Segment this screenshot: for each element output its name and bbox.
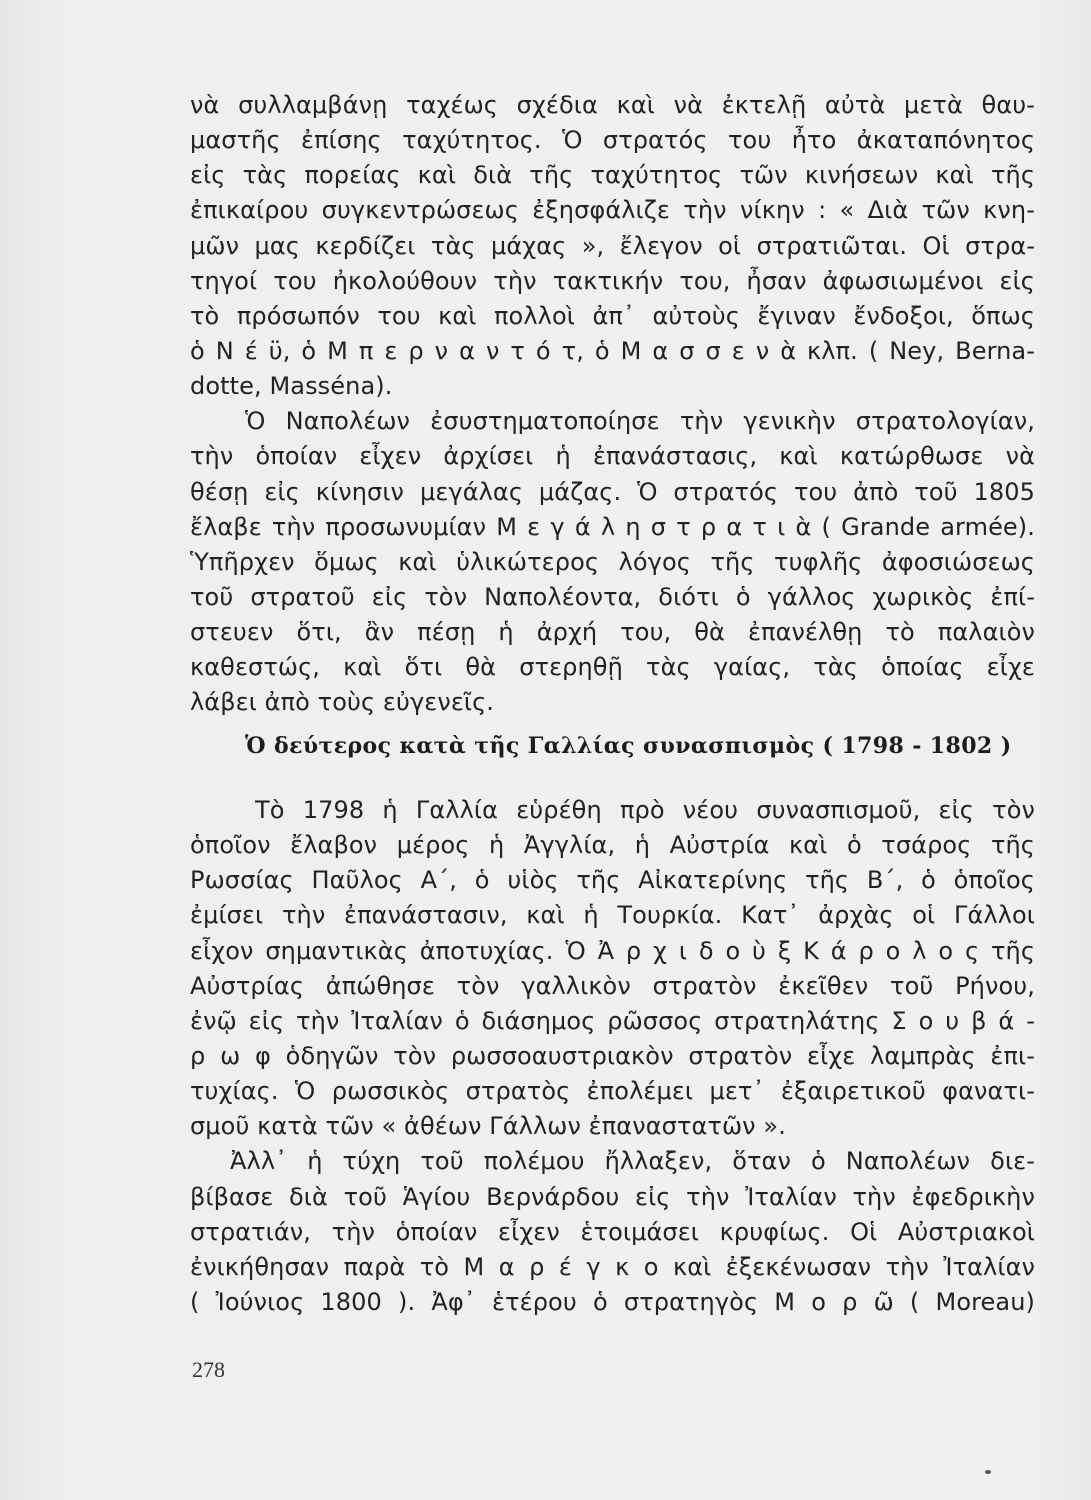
text-line: ρ ω φ ὁδηγῶν τὸν ρωσσοαυστριακὸν στρατὸν εἶχε λαμπρὰς ἐπι-	[190, 1041, 1035, 1070]
text-line: τὸ πρόσωπόν του καὶ πολλοὶ ἀπ᾽ αὐτοὺς ἔγιναν ἔνδοξοι, ὅπως	[190, 301, 1035, 330]
text-line: τυχίας. Ὁ ρωσσικὸς στρατὸς ἐπολέμει μετ᾽ ἐξαιρετικοῦ φανατι-	[190, 1077, 1035, 1106]
paragraph-3	[190, 793, 1035, 1144]
text-line: ἐνικήθησαν παρὰ τὸ Μ α ρ έ γ κ ο καὶ ἐξεκένωσαν τὴν Ἰταλίαν	[190, 1252, 1035, 1281]
lower-text-block	[190, 793, 1035, 1320]
text-line: στρατιάν, τὴν ὁποίαν εἶχεν ἑτοιμάσει κρυφίως. Οἱ Αὐστριακοὶ	[190, 1217, 1035, 1246]
text-line: dotte, Masséna).	[190, 372, 393, 401]
paragraph-2-continued	[190, 439, 1035, 720]
text-line: Ὁ Ναπολέων ἐσυστηματοποίησε τὴν γενικὴν στρατολογίαν,	[245, 407, 1035, 436]
text-line: εἰς τὰς πορείας καὶ διὰ τῆς ταχύτητος τῶν κινήσεων καὶ τῆς	[190, 161, 1035, 190]
text-line: ( Ἰούνιος 1800 ). Ἀφ᾽ ἑτέρου ὁ στρατηγὸς Μ ο ρ ῶ ( Moreau)	[190, 1287, 1035, 1316]
text-line: στευεν ὅτι, ἂν πέσῃ ἡ ἀρχή του, θὰ ἐπανέλθῃ τὸ παλαιὸν	[190, 618, 1035, 647]
text-line: ὁ Ν έ ϋ, ὁ Μ π ε ρ ν α ν τ ό τ, ὁ Μ α σ σ ε ν ὰ κλπ. ( Ney, Berna-	[190, 336, 1035, 365]
text-line: Ἀλλ᾽ ἡ τύχη τοῦ πολέμου ἤλλαξεν, ὅταν ὁ Ναπολέων διε-	[230, 1147, 1035, 1176]
text-line: θέσῃ εἰς κίνησιν μεγάλας μάζας. Ὁ στρατός του ἀπὸ τοῦ 1805	[190, 477, 1035, 506]
text-line: Ρωσσίας Παῦλος Α΄, ὁ υἱὸς τῆς Αἰκατερίνης τῆς Β΄, ὁ ὁποῖος	[190, 866, 1035, 895]
text-line: ἔλαβε τὴν προσωνυμίαν Μ ε γ ά λ η σ τ ρ α τ ι ὰ ( Grande armée).	[190, 512, 1035, 541]
text-line: καθεστώς, καὶ ὅτι θὰ στερηθῇ τὰς γαίας, τὰς ὁποίας εἶχε	[190, 653, 1035, 682]
page-number: 278	[192, 1357, 225, 1382]
text-line: βίβασε διὰ τοῦ Ἁγίου Βερνάρδου εἰς τὴν Ἰταλίαν τὴν ἐφεδρικὴν	[190, 1182, 1035, 1211]
text-line: τοῦ στρατοῦ εἰς τὸν Ναπολέοντα, διότι ὁ γάλλος χωρικὸς ἐπί-	[190, 582, 1035, 611]
paragraph-4	[190, 1144, 1035, 1320]
text-line: σμοῦ κατὰ τῶν « ἀθέων Γάλλων ἐπαναστατῶν ».	[190, 1112, 786, 1141]
text-line: Ὑπῆρχεν ὅμως καὶ ὑλικώτερος λόγος τῆς τυφλῆς ἀφοσιώσεως	[190, 547, 1035, 576]
ink-speck	[985, 1470, 991, 1474]
text-line: ἐπικαίρου συγκεντρώσεως ἐξησφάλιζε τὴν νίκην : « Διὰ τῶν κνη-	[190, 196, 1035, 225]
text-line: τηγοί του ἠκολούθουν τὴν τακτικήν του, ἦσαν ἀφωσιωμένοι εἰς	[190, 266, 1035, 295]
paragraph-1	[190, 88, 1035, 404]
text-line: μῶν μας κερδίζει τὰς μάχας », ἔλεγον οἱ στρατιῶται. Οἱ στρα-	[190, 231, 1035, 260]
text-line: Τὸ 1798 ἡ Γαλλία εὑρέθη πρὸ νέου συνασπισμοῦ, εἰς τὸν	[255, 796, 1035, 824]
text-line: μαστῆς ἐπίσης ταχύτητος. Ὁ στρατός του ἦτο ἀκαταπόνητος	[190, 126, 1035, 155]
text-line: ὁποῖον ἔλαβον μέρος ἡ Ἀγγλία, ἡ Αὐστρία καὶ ὁ τσάρος τῆς	[190, 831, 1035, 860]
text-line: Αὐστρίας ἀπώθησε τὸν γαλλικὸν στρατὸν ἐκεῖθεν τοῦ Ρήνου,	[190, 971, 1035, 1000]
text-line: ἐνῷ εἰς τὴν Ἰταλίαν ὁ διάσημος ρῶσσος στρατηλάτης Σ ο υ β ά -	[190, 1006, 1035, 1035]
text-line: τὴν ὁποίαν εἶχεν ἀρχίσει ἡ ἐπανάστασις, καὶ κατώρθωσε νὰ	[190, 442, 1035, 471]
paragraph-2	[190, 404, 1035, 439]
text-line: εἶχον σημαντικὰς ἀποτυχίας. Ὁ Ἀ ρ χ ι δ ο ὺ ξ Κ ά ρ ο λ ο ς τῆς	[190, 936, 1035, 965]
text-line: ἐμίσει τὴν ἐπανάστασιν, καὶ ἡ Τουρκία. Κατ᾽ ἀρχὰς οἱ Γάλλοι	[190, 901, 1035, 930]
section-heading: Ὁ δεύτερος κατὰ τῆς Γαλλίας συνασπισμὸς ( 1798 - 1802 )	[245, 733, 1012, 759]
upper-text-block	[190, 88, 1035, 721]
text-line: νὰ συλλαμβάνῃ ταχέως σχέδια καὶ νὰ ἐκτελῇ αὐτὰ μετὰ θαυ-	[190, 91, 1035, 119]
text-line: λάβει ἀπὸ τοὺς εὐγενεῖς.	[190, 688, 495, 717]
